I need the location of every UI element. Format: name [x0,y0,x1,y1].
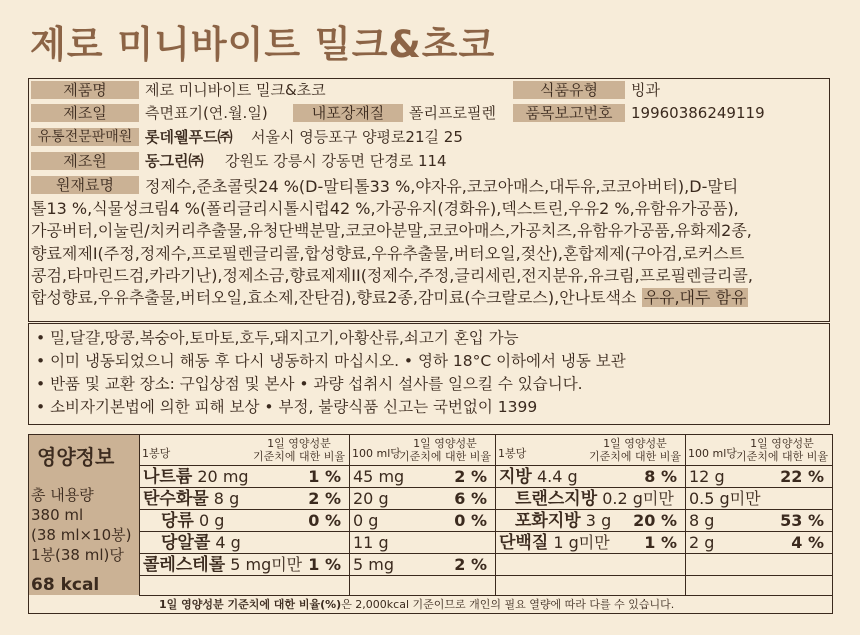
nutrient-amount: 4 g [215,533,241,552]
nutrition-table [28,434,833,614]
nutrient-name: 포화지방 [515,511,581,531]
nutrition-heading: 영양정보 [37,445,115,469]
nutrient-percent: 20 % [633,511,677,530]
nutrient-row-100 [689,488,828,510]
nutrient-percent: 2 % [454,467,487,486]
nutrient-name: 탄수화물 [143,489,209,509]
header-label: 1봉당 [142,447,171,460]
header-dv [736,437,828,463]
ingredients-line: 합성향료,우유추출물,버터오일,효소제,잔탄검),향료2종,감미료(수크랄로스),안나토색소 [31,288,637,308]
nutrient-row [143,488,345,510]
header-dv-line: 1일 영양성분 [603,437,667,450]
food-type-label: 식품유형 [513,81,625,99]
nutrient-name: 당알콜 [161,533,211,553]
nutrient-row [143,466,345,488]
nutrient-amount: 5 mg [353,555,395,574]
header-dv [589,437,681,463]
nutrient-amount: 20 mg [197,467,249,486]
nutrient-amount: 0.2 g미만 [602,489,674,508]
nutrient-amount: 0.5 g미만 [689,489,761,508]
nutrient-amount: 12 g [689,467,725,486]
nutrient-name: 트랜스지방 [515,489,598,509]
nutrient-row-100 [689,532,828,554]
ingredients-line: 향료제제I(주정,정제수,프로필렌글리콜,합성향료,우유추출물,버터오일,젖산),혼합제제(구아검,로커스트 [31,243,745,263]
nutrient-name: 콜레스테롤 [143,555,226,575]
nutrient-row-100 [353,466,491,488]
header-dv-line: 1일 영양성분 [267,437,331,450]
nutrient-amount: 11 g [353,533,389,552]
nutrition-summary [29,435,139,595]
product-name-label: 제품명 [31,81,139,99]
nutrient-percent: 6 % [454,489,487,508]
packaging-value: 폴리프로필렌 [409,104,496,122]
nutrient-percent: 2 % [454,555,487,574]
nutrient-row [143,554,345,576]
distributor-address: 서울시 영등포구 양평로21길 25 [251,128,463,146]
ingredients-line: 가공버터,이눌린/치커리추출물,유청단백분말,코코아분말,코코아매스,가공치즈,유함유가공품,유화제2종, [31,221,752,241]
allergen-badge: 우유,대두 함유 [643,288,747,308]
nutrient-row [515,510,681,532]
ingredients-line: 톨13 %,식물성크림4 %(폴리글리시톨시럽42 %,가공유지(경화유),덱스트린,우유2 %,유함유가공품), [31,199,739,219]
nutrient-percent: 2 % [308,489,341,508]
nutrient-percent: 0 % [308,511,341,530]
nutrient-amount: 1 g미만 [553,533,610,552]
nutrient-amount: 4.4 g [536,467,578,486]
nutrient-percent: 22 % [780,467,824,486]
header-dv-line: 기준치에 대한 비율 [398,450,491,463]
ingredients-label: 원재료명 [31,176,139,194]
food-type-value: 빙과 [631,81,660,99]
page-title: 제로 미니바이트 밀크&초코 [30,23,496,66]
ingredients-text [31,176,805,309]
nutrient-amount: 8 g [689,511,715,530]
header-dv-line: 1일 영양성분 [750,437,814,450]
nutrient-row-100 [353,488,491,510]
mfg-date-label: 제조일 [31,104,139,122]
total-volume: 380 ml [31,506,84,524]
nutrient-row-100 [353,554,491,576]
mfg-date-value: 측면표기(연.월.일) [145,104,268,122]
nutrient-percent: 8 % [644,467,677,486]
nutrient-amount: 45 mg [353,467,405,486]
header-per-100-right [685,435,832,466]
distributor-label: 유통전문판매원 [31,128,139,146]
nutrient-row-100 [689,466,828,488]
header-per-pack-right [495,435,685,466]
nutrient-name: 나트륨 [143,467,193,487]
footnote-text: 은 2,000kcal 기준이므로 개인의 필요 열량에 따라 다를 수 있습니다. [341,598,675,611]
header-dv-line: 1일 영양성분 [413,437,477,450]
product-info-table [28,78,830,322]
report-no-value: 19960386249119 [631,104,765,122]
per-pack: 1봉(38 ml)당 [31,546,124,564]
header-per-pack-left [139,435,349,466]
nutrient-row-100 [689,510,828,532]
divider [495,435,496,595]
nutrient-name: 단백질 [499,533,549,553]
note-line: • 이미 냉동되었으니 해동 후 다시 냉동하지 마십시오. • 영하 18°C 이하에서 냉동 보관 [36,352,626,370]
footnote-bold: 1일 영양성분 기준치에 대한 비율(%) [159,598,342,611]
header-dv-line: 기준치에 대한 비율 [735,450,828,463]
header-dv-line: 기준치에 대한 비율 [588,450,681,463]
nutrient-amount: 5 mg미만 [230,555,303,574]
nutrient-row [499,466,681,488]
header-dv [399,437,491,463]
nutrient-row [161,510,345,532]
nutrient-name: 지방 [499,467,532,487]
total-detail: (38 ml×10봉) [31,526,132,544]
nutrient-amount: 3 g [585,511,612,530]
nutrient-percent: 1 % [308,555,341,574]
nutrient-row [161,532,345,554]
kcal-value: 68 kcal [31,575,100,595]
header-label: 100 ml당 [688,447,737,460]
nutrient-row-100 [353,510,491,532]
packaging-label: 내포장재질 [293,104,403,122]
manufacturer-label: 제조원 [31,152,139,170]
ingredients-line: 정제수,준초콜릿24 %(D-말티톨33 %,야자유,코코아매스,대두유,코코아버터),D-말티 [145,177,739,196]
nutrient-row [515,488,681,510]
divider [685,435,686,595]
divider [349,435,350,595]
note-line: • 소비자기본법에 의한 피해 보상 • 부정, 불량식품 신고는 국번없이 1399 [36,398,538,416]
header-label: 1봉당 [498,447,527,460]
nutrient-amount: 20 g [353,489,389,508]
distributor-name: 롯데웰푸드㈜ [145,128,233,146]
ingredients-line: 콩검,타마린드검,카라기난),정제소금,향료제제II(정제수,주정,글리세린,전지분유,유크림,프로필렌글리콜, [31,265,753,285]
divider [139,435,140,595]
manufacturer-address: 강원도 강릉시 강동면 단경로 114 [225,152,447,170]
nutrient-percent: 4 % [791,533,824,552]
header-dv-line: 기준치에 대한 비율 [252,450,345,463]
header-dv [253,437,345,463]
product-name-value: 제로 미니바이트 밀크&초코 [145,81,326,99]
nutrient-percent: 53 % [780,511,824,530]
total-label: 총 내용량 [31,486,94,504]
nutrient-percent: 0 % [454,511,487,530]
nutrient-percent: 1 % [644,533,677,552]
nutrient-row-100 [353,532,491,554]
header-per-100-left [349,435,495,466]
nutrient-percent: 1 % [308,467,341,486]
nutrition-footnote [139,595,832,613]
nutrient-row [499,532,681,554]
note-line: • 반품 및 교환 장소: 구입상점 및 본사 • 과량 섭취시 설사를 일으킬 수 있습니다. [36,375,583,393]
nutrient-amount: 2 g [689,533,715,552]
nutrient-amount: 0 g [198,511,225,530]
nutrient-name: 당류 [161,511,194,531]
report-no-label: 품목보고번호 [513,104,625,122]
note-line: • 밀,달걀,땅콩,복숭아,토마토,호두,돼지고기,아황산류,쇠고기 혼입 가능 [36,329,519,347]
manufacturer-name: 동그린㈜ [145,152,204,170]
nutrient-amount: 0 g [353,511,379,530]
header-label: 100 ml당 [352,447,401,460]
nutrient-amount: 8 g [213,489,240,508]
